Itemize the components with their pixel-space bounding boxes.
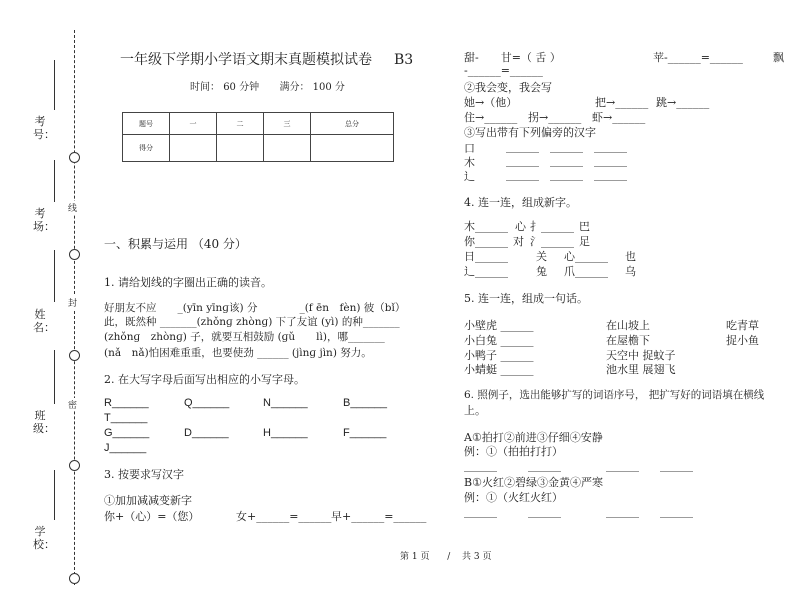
page-total: 共 3 页 [462,552,492,562]
q5-r2-action: 捉小鱼 [726,334,759,347]
q3-sub3-mu-blank-3[interactable]: ______ [594,154,627,167]
q5-r4-subject[interactable]: 小蜻蜓 ______ [464,363,534,376]
q5-r2-place: 在屋檐下 [606,334,650,347]
q4-r1-c[interactable]: 扌______ [530,220,574,233]
q2-item-R[interactable]: R______ [104,397,149,409]
q3-sub3-mu-blank-1[interactable]: ______ [506,154,539,167]
binding-hole-5 [69,573,80,584]
time-label: 时间： [190,82,220,93]
label-xingming: 姓名： [33,308,55,334]
page-separator: / [447,552,451,562]
q4-r1-b: 心 [515,220,526,233]
score-header-total: 总分 [311,113,394,135]
exam-title-text: 一年级下学期小学语文期末真题模拟试卷 [120,52,372,68]
q6-a-blank-2[interactable]: ______ [528,459,561,472]
q3-title: 3. 按要求写汉字 [104,468,184,481]
kaohao-field-line[interactable] [54,60,55,110]
q3-sub3: ③写出带有下列偏旁的汉字 [464,126,596,139]
q3-sub2-ba[interactable]: 把→______ [595,96,649,109]
q3-cont-tian: 甜- 甘=（ 舌 ） [464,51,561,64]
q3-sub3-radical-chuo: 辶 [464,170,475,183]
page-number: 第 1 页 [400,552,430,562]
q1-title: 1. 请给划线的字圈出正确的读音。 [104,276,272,289]
q6-a-blank-4[interactable]: ______ [660,459,693,472]
q3-sub3-kou-blank-3[interactable]: ______ [594,140,627,153]
q1-line-1: 好朋友不应 _(yīn yīnɡ该) 分 _(f ēn fèn) 彼（bǐ） [104,302,406,314]
q4-r3-b: 关 [536,250,547,263]
q6-title-line2: 上。 [464,404,486,417]
q5-r1-action: 吃青草 [726,319,759,332]
q4-r4-d: 乌 [625,265,636,278]
q4-r3-d: 也 [625,250,636,263]
q3-sub2: ②我会变，我会写 [464,81,552,94]
q6-a-options: A①拍打②前进③仔细④安静 [464,431,603,444]
score-cell-1[interactable] [170,135,217,162]
q6-b-blank-1[interactable]: ______ [464,505,497,518]
q3-sub3-mu-blank-2[interactable]: ______ [550,154,583,167]
q3-sub1-example: 你+（心）=（您） [104,510,200,523]
q2-item-G[interactable]: G______ [104,427,150,439]
q6-a-blank-3[interactable]: ______ [606,459,639,472]
q2-item-F[interactable]: F______ [343,427,387,439]
q6-a-example: 例：①（拍拍打打） [464,445,563,458]
q3-sub3-kou-blank-2[interactable]: ______ [550,140,583,153]
page-footer [400,549,491,562]
q3-sub1: ①加加减减变新字 [104,494,192,507]
score-row-label: 得分 [123,135,170,162]
q3-sub3-chuo-blank-2[interactable]: ______ [550,168,583,181]
binding-hole-3 [69,350,80,361]
q1-line-3: (zhǒnɡ zhònɡ) 子，就要互相鼓励 (ɡǔ lì)，哪_______ [104,331,385,343]
section1-heading: 一、积累与运用 （40 分） [104,237,247,251]
exam-code: B3 [394,52,414,68]
q3-sub3-chuo-blank-1[interactable]: ______ [506,168,539,181]
q5-r3-subject[interactable]: 小鸭子 ______ [464,349,534,362]
q6-b-example: 例：①（火红火红） [464,491,563,504]
q3-cont-line2[interactable]: -______=______ [464,64,543,77]
xuexiao-field-line[interactable] [54,470,55,520]
q6-b-blank-3[interactable]: ______ [606,505,639,518]
q4-r3-c[interactable]: 心______ [564,250,608,263]
q3-sub2-xia[interactable]: 虾→______ [592,111,646,124]
score-header-tihao: 题号 [123,113,170,135]
exam-meta [190,78,345,93]
exam-title [120,49,413,69]
q2-title: 2. 在大写字母后面写出相应的小写字母。 [104,373,305,386]
q3-cont-piao: 飘 [773,51,784,64]
q5-r3-place: 天空中 捉蚊子 [606,349,676,362]
q4-r1-d: 巴 [579,220,590,233]
q4-r2-c[interactable]: 氵______ [530,235,574,248]
binding-hole-1 [69,152,80,163]
q5-r2-subject[interactable]: 小白兔 ______ [464,334,534,347]
score-label: 满分： [279,82,310,93]
q2-item-T[interactable]: T______ [104,412,148,424]
score-header-1: 一 [170,113,217,135]
score-header-3: 三 [264,113,311,135]
label-xuexiao: 学校： [33,525,55,551]
q2-item-B[interactable]: B______ [343,397,388,409]
q6-b-blank-2[interactable]: ______ [528,505,561,518]
q6-a-blank-1[interactable]: ______ [464,459,497,472]
score-cell-3[interactable] [264,135,311,162]
q2-item-H[interactable]: H______ [263,427,308,439]
binding-hole-4 [69,460,80,471]
label-banji: 班级： [33,409,55,435]
q5-r4-place: 池水里 展翅飞 [606,363,676,376]
q6-b-options: B①火红②碧绿③金黄④严寒 [464,476,603,489]
score-header-2: 二 [217,113,264,135]
q4-r4-c[interactable]: 爪______ [564,265,608,278]
q4-r4-b: 兔 [536,265,547,278]
q3-sub3-chuo-blank-3[interactable]: ______ [594,168,627,181]
q3-sub2-tiao[interactable]: 跳→______ [656,96,710,109]
score-cell-total[interactable] [311,135,394,162]
q3-sub3-radical-kou: 口 [464,142,475,155]
q1-line-4: (nǎ nǎ)怕困难重重，也要使劲 ______ (jìnɡ jìn) 努力。 [104,347,372,359]
q2-item-J[interactable]: J______ [104,442,147,454]
q2-item-Q[interactable]: Q______ [184,397,230,409]
q1-line-2: 此，既然种 _______(zhǒnɡ zhònɡ) 下了友谊 (yì) 的种_______ [104,316,400,328]
banji-field-line[interactable] [54,350,55,404]
q2-item-D[interactable]: D______ [184,427,229,439]
q4-r1-a[interactable]: 木______ [464,220,508,233]
score-cell-2[interactable] [217,135,264,162]
q5-r1-place: 在山坡上 [606,319,650,332]
label-kaochang: 考场： [33,207,55,233]
q3-sub3-kou-blank-1[interactable]: ______ [506,140,539,153]
time-value: 60 分钟 [223,82,260,93]
binding-hole-2 [69,249,80,260]
seal-char-feng: 封 [68,296,77,309]
q3-sub1-blank-2[interactable]: 早+______=______ [331,510,427,523]
q4-r3-a[interactable]: 日______ [464,250,508,263]
q3-sub2-ta: 她→（他） [464,96,518,109]
q3-cont-ping[interactable]: 苹-______=______ [653,51,743,64]
q4-r4-a[interactable]: 辶______ [464,265,508,278]
q4-r2-b: 对 [513,235,524,248]
q3-sub3-radical-mu: 木 [464,156,475,169]
q6-title-line1: 6. 照例子，选出能够扩写的词语序号， 把扩写好的词语填在横线 [464,389,765,401]
label-kaohao: 考号： [33,115,55,141]
score-value: 100 分 [312,82,345,93]
q2-item-N[interactable]: N______ [263,397,308,409]
q6-b-blank-4[interactable]: ______ [660,505,693,518]
q3-sub2-guai[interactable]: 拐→______ [528,111,582,124]
q4-r2-a[interactable]: 你______ [464,235,508,248]
seal-char-mi: 密 [68,398,77,411]
score-table [122,112,394,162]
q5-r1-subject[interactable]: 小壁虎 ______ [464,319,534,332]
q3-sub1-blank-1[interactable]: 女+______=______ [236,510,332,523]
seal-char-xian: 线 [68,201,77,214]
q5-title: 5. 连一连，组成一句话。 [464,292,588,305]
q3-sub2-zhu[interactable]: 住→______ [464,111,518,124]
xingming-field-line[interactable] [54,250,55,302]
q4-title: 4. 连一连，组成新字。 [464,196,577,209]
q4-r2-d: 足 [579,235,590,248]
kaochang-field-line[interactable] [54,160,55,202]
